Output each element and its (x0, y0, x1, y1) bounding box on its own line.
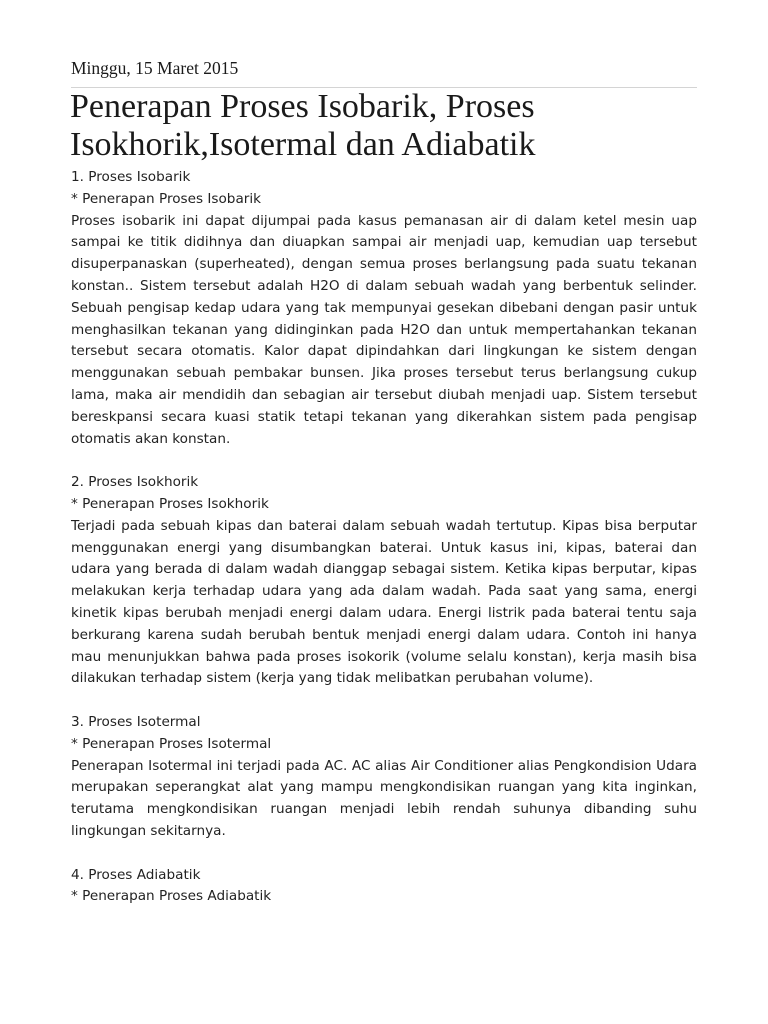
section-isotermal (71, 712, 697, 843)
section-heading: 1. Proses Isobarik (71, 169, 191, 185)
section-adiabatik (71, 865, 697, 909)
section-paragraph: Proses isobarik ini dapat dijumpai pada kasus pemanasan air di dalam ketel mesin uap sampai ke titik didihnya dan diuapkan sampai air menjadi uap, kemudian uap tersebut disuperpanaskan (superheated), dengan semua proses berlangsung pada suatu tekanan konstan.. Sistem tersebut adalah H2O di dalam sebuah wadah yang berbentuk selinder. Sebuah pengisap kedap udara yang tak mempunyai gesekan dibebani dengan pasir untuk menghasilkan tekanan yang didinginkan pada H2O dan untuk mempertahankan tekanan tersebut secara otomatis. Kalor dapat dipindahkan dari lingkungan ke sistem dengan menggunakan sebuah pembakar bunsen. Jika proses tersebut terus berlangsung cukup lama, maka air mendidih dan sebagian air tersebut diubah menjadi uap. Sistem tersebut bereskpansi secara kuasi statik tetapi tekanan yang dikerahkan sistem pada pengisap otomatis akan konstan. (71, 212, 697, 447)
section-paragraph: Penerapan Isotermal ini terjadi pada AC. AC alias Air Conditioner alias Pengkondision Udara merupakan seperangkat alat yang mampu mengkondisikan ruangan yang kita inginkan, terutama mengkondisikan ruangan menjadi lebih rendah suhunya dibanding suhu lingkungan sekitarnya. (71, 757, 697, 839)
section-isobarik (71, 167, 697, 450)
section-heading: 4. Proses Adiabatik (71, 866, 201, 883)
post-date: Minggu, 15 Maret 2015 (71, 58, 239, 78)
section-isokhorik (71, 472, 697, 690)
page-title: Penerapan Proses Isobarik, Proses Isokhorik,Isotermal dan Adiabatik (70, 88, 536, 163)
section-heading: 2. Proses Isokhorik (71, 474, 199, 491)
section-subheading: * Penerapan Proses Adiabatik (71, 888, 272, 905)
article-body (71, 167, 697, 908)
section-subheading: * Penerapan Proses Isotermal (71, 735, 272, 752)
section-subheading: * Penerapan Proses Isokhorik (71, 495, 269, 512)
section-paragraph: Terjadi pada sebuah kipas dan baterai dalam sebuah wadah tertutup. Kipas bisa berputar menggunakan energi yang disumbangkan baterai. Untuk kasus ini, kipas, baterai dan udara yang berada di dalam wadah dianggap sebagai sistem. Ketika kipas berputar, kipas melakukan kerja terhadap udara yang ada dalam wadah. Pada saat yang sama, energi kinetik kipas berubah menjadi energi dalam udara. Energi listrik pada baterai tentu saja berkurang karena sudah berubah bentuk menjadi energi dalam udara. Contoh ini hanya mau menunjukkan bahwa pada proses isokorik (volume selalu konstan), kerja masih bisa dilakukan terhadap sistem (kerja yang tidak melibatkan perubahan volume). (71, 517, 697, 687)
section-heading: 3. Proses Isotermal (71, 713, 201, 730)
section-subheading: * Penerapan Proses Isobarik (71, 190, 262, 207)
